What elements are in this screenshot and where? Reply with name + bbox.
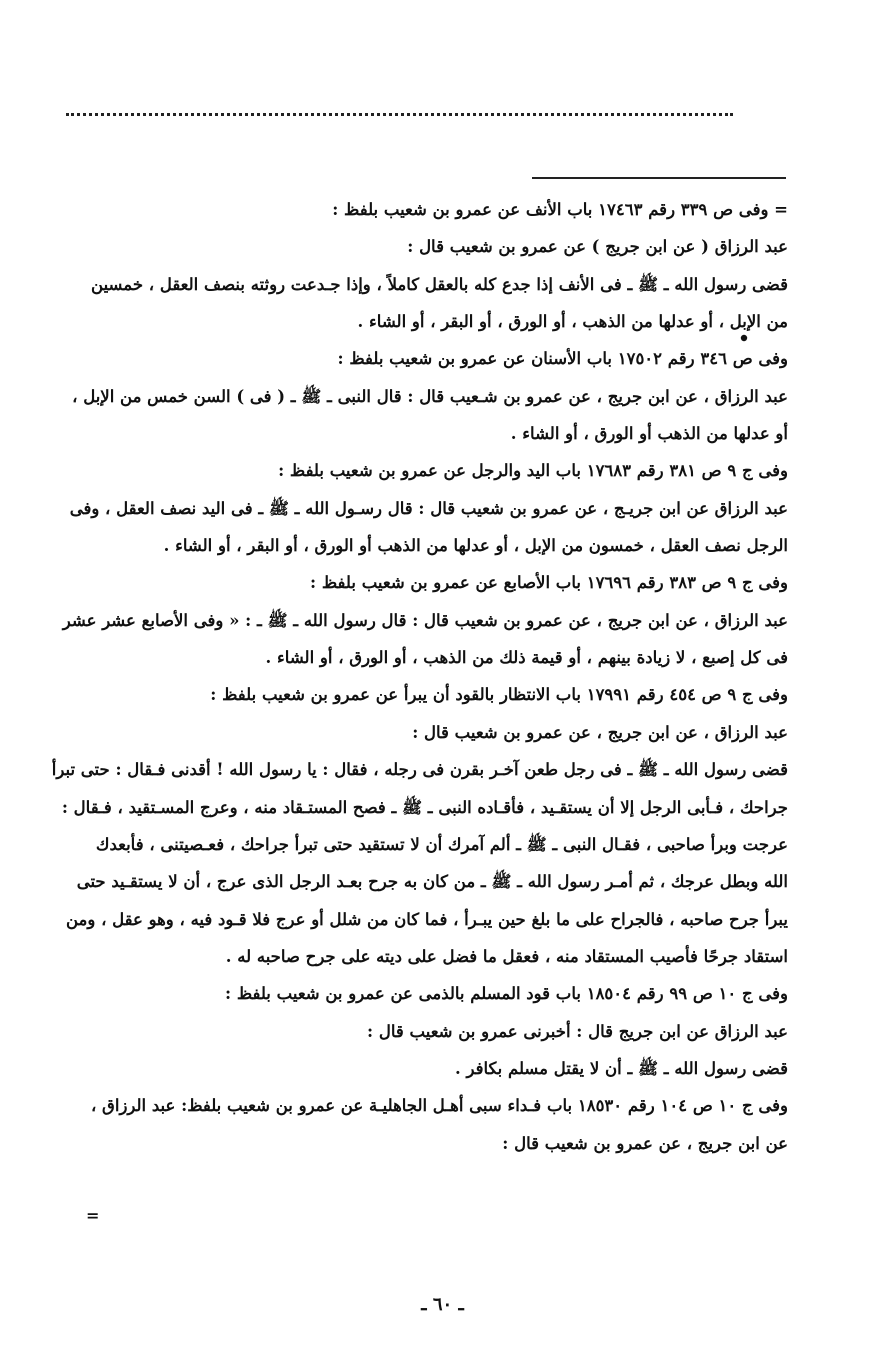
text-line-13: فى كل إصبع ، لا زيادة بينهم ، أو قيمة ذلك من الذهب ، أو الورق ، أو الشاء .: [265, 648, 788, 668]
header-dotted-rule: [66, 113, 733, 116]
page-number: ـ ٦٠ ـ: [421, 1294, 464, 1315]
text-line-10: الرجل نصف العقل ، خمسون من الإبل ، أو عدلها من الذهب أو الورق ، أو البقر ، أو الشاء .: [163, 536, 788, 556]
text-line-25: وفى ج ١٠ ص ١٠٤ رقم ١٨٥٣٠ باب فـداء سبى أهـل الجاهليـة عن عمرو بن شعيب بلفظ: عبد الرزاق ،: [90, 1096, 788, 1116]
text-line-20: يبرأ جرح صاحبه ، فالجراح على ما بلغ حين يبـرأ ، فما كان من شلل أو عرج فلا قـود فيه ، وهو عقل ، ومن: [65, 909, 788, 929]
text-line-18: عرجت وبرأ صاحبى ، فقـال النبى ـ ﷺ ـ ألم آمرك أن لا تستقيد حتى تبرأ جراحك ، فعـصيتنى ، فأبعدك: [95, 834, 788, 854]
text-line-26: عن ابن جريج ، عن عمرو بن شعيب قال :: [502, 1133, 788, 1153]
text-line-16: قضى رسول الله ـ ﷺ ـ فى رجل طعن آخـر بقرن فى رجله ، فقال : يا رسول الله ! أقدنى فـقال : حتى تبرأ: [51, 760, 788, 780]
text-line-15: عبد الرزاق ، عن ابن جريج ، عن عمرو بن شعيب قال :: [412, 722, 788, 742]
text-line-4: من الإبل ، أو عدلها من الذهب ، أو الورق ، أو البقر ، أو الشاء .: [357, 312, 788, 332]
text-line-17: جراحك ، فـأبى الرجل إلا أن يستقـيد ، فأقـاده النبى ـ ﷺ ـ فصح المستـقاد منه ، وعرج المسـتقيد ، فـقال :: [61, 797, 788, 817]
footnote-separator-rule: [532, 177, 786, 179]
text-line-6: عبد الرزاق ، عن ابن جريج ، عن عمرو بن شـعيب قال : قال النبى ـ ﷺ ـ ( فى ) السن خمس من الإبل ،: [72, 386, 788, 406]
text-line-7: أو عدلها من الذهب أو الورق ، أو الشاء .: [510, 424, 788, 444]
text-line-5: وفى ص ٣٤٦ رقم ١٧٥٠٢ باب الأسنان عن عمرو بن شعيب بلفظ :: [337, 349, 788, 369]
text-line-24: قضى رسول الله ـ ﷺ ـ أن لا يقتل مسلم بكافر .: [455, 1058, 788, 1078]
text-line-14: وفى ج ٩ ص ٤٥٤ رقم ١٧٩٩١ باب الانتظار بالقود أن يبرأ عن عمرو بن شعيب بلفظ :: [210, 685, 788, 705]
text-line-1: = وفى ص ٣٣٩ رقم ١٧٤٦٣ باب الأنف عن عمرو بن شعيب بلفظ :: [332, 200, 788, 219]
text-line-22: وفى ج ١٠ ص ٩٩ رقم ١٨٥٠٤ باب قود المسلم بالذمى عن عمرو بن شعيب بلفظ :: [225, 984, 788, 1004]
text-line-8: وفى ج ٩ ص ٣٨١ رقم ١٧٦٨٣ باب اليد والرجل عن عمرو بن شعيب بلفظ :: [278, 461, 788, 481]
footnote-text-block: [30, 191, 788, 1162]
text-line-12: عبد الرزاق ، عن ابن جريج ، عن عمرو بن شعيب قال : قال رسول الله ـ ﷺ ـ : « وفى الأصابع عشر عشر: [62, 610, 788, 630]
text-line-9: عبد الرزاق عن ابن جريـج ، عن عمرو بن شعيب قال : قال رسـول الله ـ ﷺ ـ فى اليد نصف العقل ، وفى: [69, 498, 788, 518]
text-line-19: الله وبطل عرجك ، ثم أمـر رسول الله ـ ﷺ ـ من كان به جرح بعـد الرجل الذى عرج ، أن لا يستقـيد حتى: [76, 872, 788, 892]
text-line-3: قضى رسول الله ـ ﷺ ـ فى الأنف إذا جدع كله بالعقل كاملاً ، وإذا جـدعت روثته بنصف العقل ، خمسين: [91, 274, 788, 294]
continuation-marker: =: [86, 1206, 100, 1225]
text-line-23: عبد الرزاق عن ابن جريج قال : أخبرنى عمرو بن شعيب قال :: [367, 1021, 788, 1041]
text-line-11: وفى ج ٩ ص ٣٨٣ رقم ١٧٦٩٦ باب الأصابع عن عمرو بن شعيب بلفظ :: [310, 573, 788, 593]
text-line-21: استقاد جرحًا فأصيب المستقاد منه ، فعقل ما فضل على ديته على جرح صاحبه له .: [225, 946, 788, 966]
text-line-2: عبد الرزاق ( عن ابن جريج ) عن عمرو بن شعيب قال :: [407, 237, 788, 257]
